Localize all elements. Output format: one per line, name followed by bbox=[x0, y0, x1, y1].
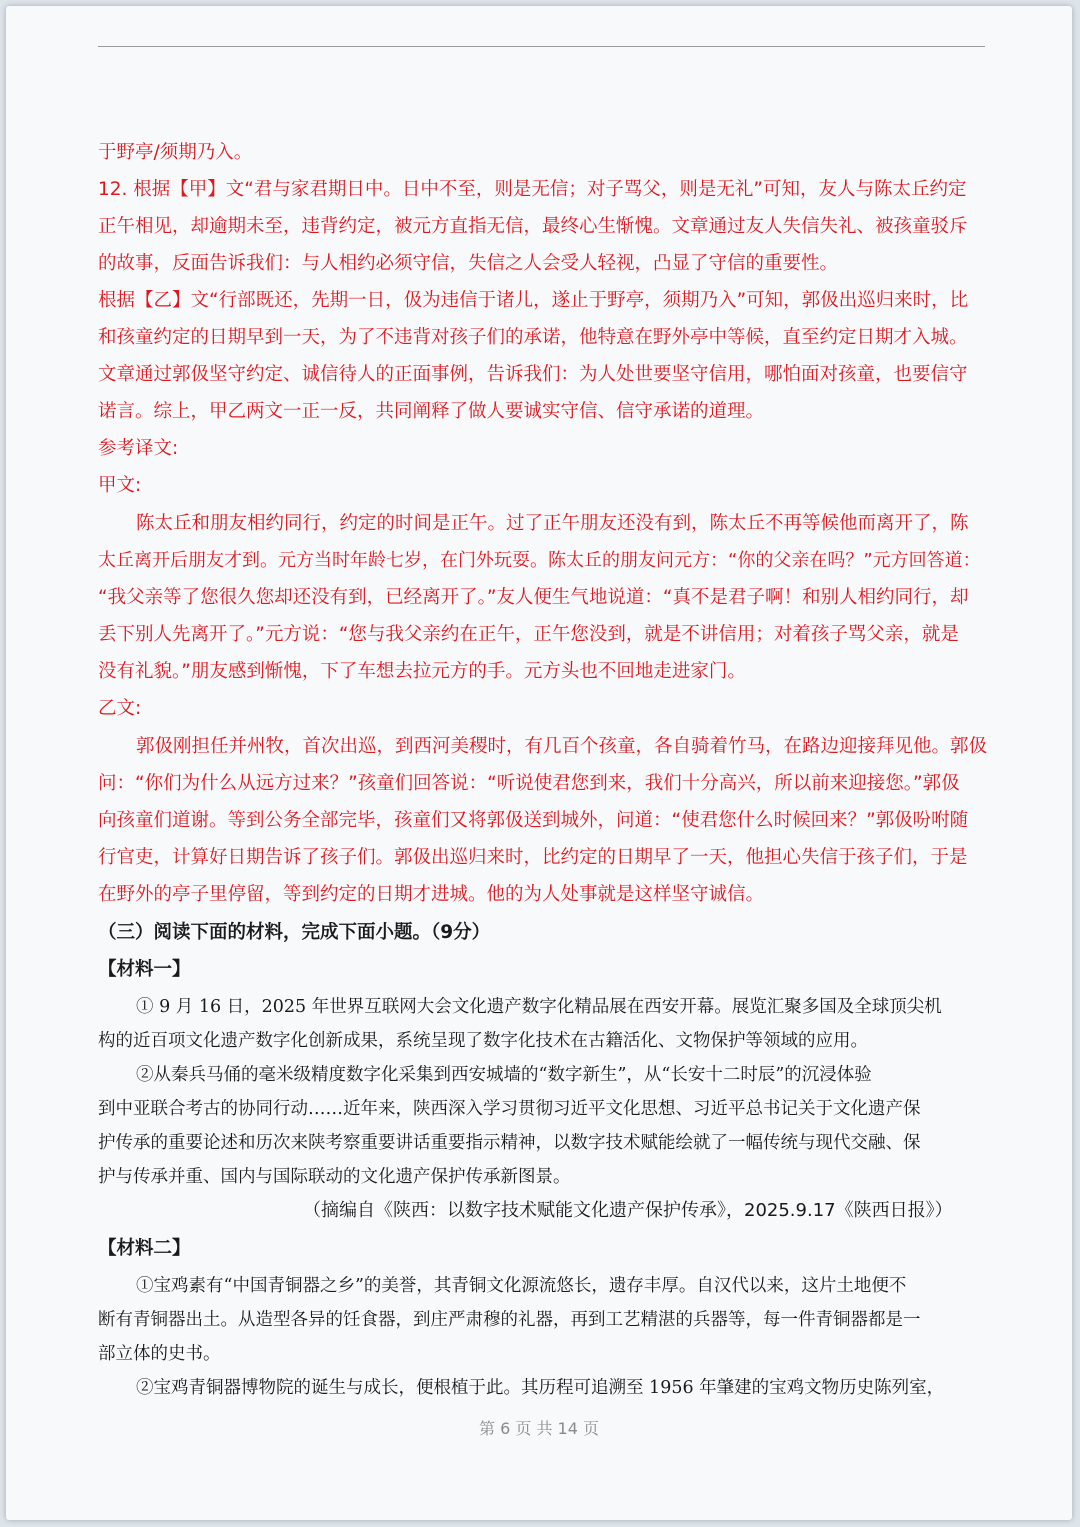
q12-line: 12. 根据【甲】文“君与家君期日中。日中不至，则是无信；对子骂父，则是无礼”可知，友人与陈太丘约定 bbox=[98, 179, 967, 200]
material-one-line: 到中亚联合考古的协同行动……近年来，陕西深入学习贯彻习近平文化思想、习近平总书记关于文化遗产保 bbox=[98, 1099, 921, 1119]
q12-line: 正午相见，却逾期未至，违背约定，被元方直指无信，最终心生惭愧。文章通过友人失信失礼、被孩童驳斥 bbox=[98, 216, 968, 237]
q12-line: 文章通过郭伋坚守约定、诚信待人的正面事例，告诉我们：为人处世要坚守信用，哪怕面对孩童，也要信守 bbox=[98, 364, 968, 385]
material-one-line: ① 9 月 16 日，2025 年世界互联网大会文化遗产数字化精品展在西安开幕。展览汇聚多国及全球顶尖机 bbox=[136, 997, 942, 1017]
q12-line: 诺言。综上，甲乙两文一正一反，共同阐释了做人要诚实守信、信守承诺的道理。 bbox=[98, 401, 765, 422]
material-two-line: ①宝鸡素有“中国青铜器之乡”的美誉，其青铜文化源流悠长，遗存丰厚。自汉代以来，这片土地便不 bbox=[136, 1276, 907, 1296]
material-one-line: 护传承的重要论述和历次来陕考察重要讲话重要指示精神，以数字技术赋能绘就了一幅传统与现代交融、保 bbox=[98, 1133, 921, 1153]
document-page bbox=[6, 6, 1072, 1520]
material-one-line: 构的近百项文化遗产数字化创新成果，系统呈现了数字化技术在古籍活化、文物保护等领域的应用。 bbox=[98, 1031, 868, 1051]
jia-line: 太丘离开后朋友才到。元方当时年龄七岁，在门外玩耍。陈太丘的朋友问元方：“你的父亲在吗？”元方回答道： bbox=[98, 550, 981, 571]
yi-line: 问：“你们为什么从远方过来？”孩童们回答说：“听说使君您到来，我们十分高兴，所以前来迎接您。”郭伋 bbox=[98, 773, 960, 794]
jia-line: 丢下别人先离开了。”元方说：“您与我父亲约在正午，正午您没到，就是不讲信用；对着孩子骂父亲，就是 bbox=[98, 624, 959, 645]
q12-line: 和孩童约定的日期早到一天，为了不违背对孩子们的承诺，他特意在野外亭中等候，直至约定日期才入城。 bbox=[98, 327, 968, 348]
material-two-line: 部立体的史书。 bbox=[98, 1344, 221, 1364]
yi-title: 乙文: bbox=[98, 698, 142, 719]
q12-line: 的故事，反面告诉我们：与人相约必须守信，失信之人会受人轻视，凸显了守信的重要性。 bbox=[98, 253, 839, 274]
answer-line: 于野亭/须期乃入。 bbox=[98, 142, 253, 163]
material-two-title: 【材料二】 bbox=[98, 1238, 191, 1259]
jia-line: “我父亲等了您很久您却还没有到，已经离开了。”友人便生气地说道：“真不是君子啊！和别人相约同行，却 bbox=[98, 587, 969, 608]
material-one-line: ②从秦兵马俑的毫米级精度数字化采集到西安城墙的“数字新生”，从“长安十二时辰”的沉浸体验 bbox=[136, 1065, 872, 1085]
section-heading: （三）阅读下面的材料，完成下面小题。（9分） bbox=[98, 922, 491, 943]
yi-line: 向孩童们道谢。等到公务全部完毕，孩童们又将郭伋送到城外，问道：“使君您什么时候回来？”郭伋吩咐随 bbox=[98, 810, 969, 831]
material-one-line: 护与传承并重、国内与国际联动的文化遗产保护传承新图景。 bbox=[98, 1167, 571, 1187]
header-rule bbox=[98, 46, 985, 47]
jia-title: 甲文: bbox=[98, 475, 142, 496]
yi-line: 在野外的亭子里停留，等到约定的日期才进城。他的为人处事就是这样坚守诚信。 bbox=[98, 884, 765, 905]
material-two-line: 断有青铜器出土。从造型各异的饪食器，到庄严肃穆的礼器，再到工艺精湛的兵器等，每一件青铜器都是一 bbox=[98, 1310, 921, 1330]
material-one-source: （摘编自《陕西：以数字技术赋能文化遗产保护传承》，2025.9.17《陕西日报》） bbox=[303, 1200, 953, 1221]
material-one-title: 【材料一】 bbox=[98, 959, 191, 980]
jia-line: 没有礼貌。”朋友感到惭愧，下了车想去拉元方的手。元方头也不回地走进家门。 bbox=[98, 661, 746, 682]
yi-line: 行官吏，计算好日期告诉了孩子们。郭伋出巡归来时，比约定的日期早了一天，他担心失信于孩子们，于是 bbox=[98, 847, 968, 868]
jia-line: 陈太丘和朋友相约同行，约定的时间是正午。过了正午朋友还没有到，陈太丘不再等候他而离开了，陈 bbox=[136, 513, 969, 534]
q12-line: 根据【乙】文“行部既还，先期一日，伋为违信于诸儿，遂止于野亭，须期乃入”可知，郭伋出巡归来时，比 bbox=[98, 290, 969, 311]
reference-translation-title: 参考译文: bbox=[98, 438, 179, 459]
page-number: 第 6 页 共 14 页 bbox=[479, 1419, 599, 1438]
yi-line: 郭伋刚担任并州牧，首次出巡，到西河美稷时，有几百个孩童，各自骑着竹马，在路边迎接拜见他。郭伋 bbox=[136, 736, 988, 757]
material-two-line: ②宝鸡青铜器博物院的诞生与成长，便根植于此。其历程可追溯至 1956 年肇建的宝鸡文物历史陈列室， bbox=[136, 1378, 945, 1398]
